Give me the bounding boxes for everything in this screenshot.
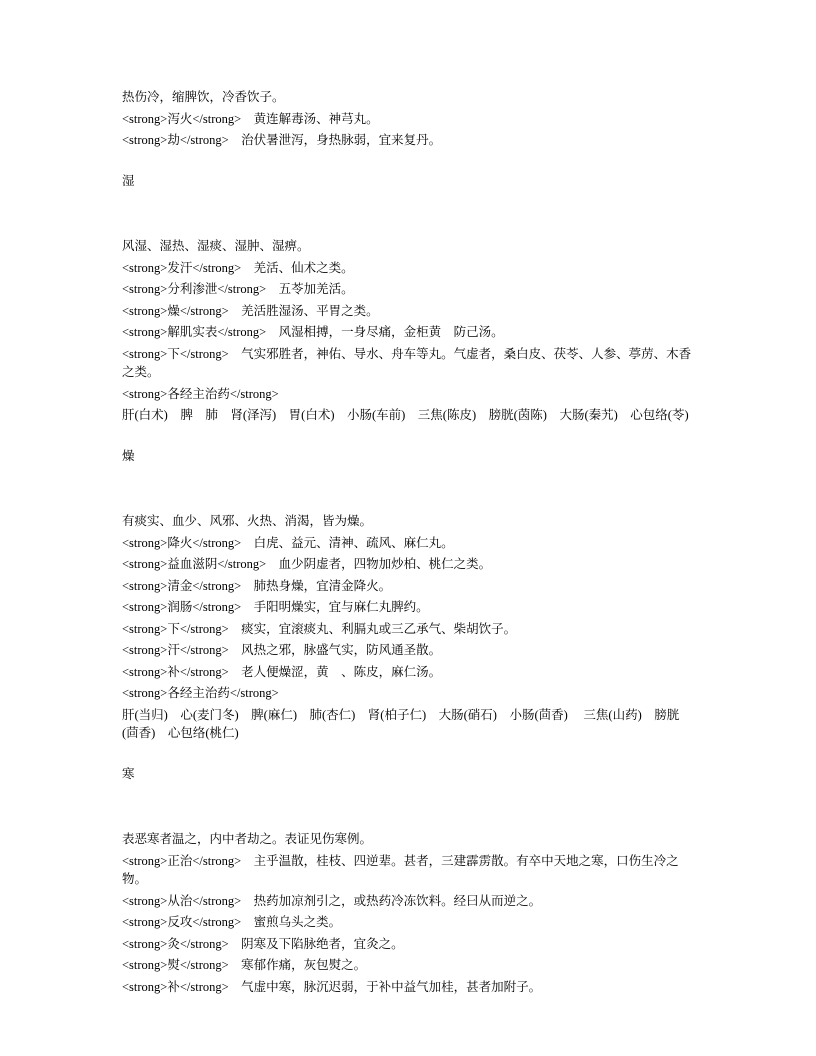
text-paragraph: 有痰实、血少、风邪、火热、消渴，皆为燥。 [122, 514, 373, 528]
text-paragraph: <strong>润肠</strong> 手阳明燥实，宜与麻仁丸脾约。 [122, 600, 429, 614]
text-paragraph: <strong>正治</strong> 主乎温散，桂枝、四逆辈。甚者，三建霹雳散。有卒中天地之寒，口伤生冷之物。 [122, 853, 679, 886]
text-paragraph: <strong>熨</strong> 寒郁作痛，灰包熨之。 [122, 958, 367, 972]
text-paragraph: <strong>泻火</strong> 黄连解毒汤、神芎丸。 [122, 111, 379, 126]
text-paragraph: <strong>从治</strong> 热药加凉剂引之，或热药冷冻饮料。经曰从而逆之。 [122, 893, 542, 908]
text-paragraph: <strong>各经主治药</strong> [122, 386, 279, 401]
text-paragraph: <strong>益血滋阴</strong> 血少阴虚者，四物加炒柏、桃仁之类。 [122, 557, 492, 571]
text-paragraph: 表恶寒者温之，内中者劫之。表证见伤寒例。 [122, 832, 373, 846]
text-paragraph: <strong>降火</strong> 白虎、益元、清神、疏风、麻仁丸。 [122, 535, 454, 550]
text-paragraph: <strong>补</strong> 老人便燥涩，黄 、陈皮，麻仁汤。 [122, 664, 442, 679]
text-paragraph: <strong>发汗</strong> 羌活、仙术之类。 [122, 260, 354, 275]
text-paragraph: <strong>解肌实表</strong> 风湿相搏，一身尽痛，金柜黄 防己汤。 [122, 325, 504, 339]
text-paragraph: <strong>汗</strong> 风热之邪，脉盛气实，防风通圣散。 [122, 643, 442, 657]
text-paragraph: 热伤冷，缩脾饮，冷香饮子。 [122, 90, 285, 104]
document-body [122, 88, 694, 996]
text-paragraph: <strong>分利渗泄</strong> 五苓加羌活。 [122, 282, 354, 296]
text-paragraph: <strong>下</strong> 痰实，宜滚痰丸、利膈丸或三乙承气、柴胡饮子。 [122, 621, 517, 636]
text-paragraph: 风湿、湿热、湿痰、湿肿、湿痹。 [122, 239, 310, 253]
section-heading: 湿 [122, 173, 135, 188]
text-paragraph: <strong>灸</strong> 阴寒及下陷脉绝者，宜灸之。 [122, 936, 404, 951]
text-paragraph: <strong>补</strong> 气虚中寒，脉沉迟弱，于补中益气加桂，甚者加附子。 [122, 979, 542, 994]
text-paragraph: 肝(白术) 脾 肺 肾(泽泻) 胃(白术) 小肠(车前) 三焦(陈皮) 膀胱(茵陈) 大肠(秦艽) 心包络(苓) [122, 408, 689, 422]
section-heading: 寒 [122, 766, 135, 781]
text-paragraph: <strong>反攻</strong> 蜜煎乌头之类。 [122, 915, 342, 929]
text-paragraph: <strong>清金</strong> 肺热身燥，宜清金降火。 [122, 578, 392, 593]
section-heading: 燥 [122, 448, 135, 463]
text-paragraph: 肝(当归) 心(麦门冬) 脾(麻仁) 肺(杏仁) 肾(柏子仁) 大肠(硝石) 小肠(茴香) 三焦(山药) 膀胱(茴香) 心包络(桃仁) [122, 707, 680, 740]
text-paragraph: <strong>各经主治药</strong> [122, 686, 279, 700]
text-paragraph: <strong>下</strong> 气实邪胜者，神佑、导水、舟车等丸。气虚者，桑白皮、茯苓、人参、葶苈、木香之类。 [122, 346, 692, 379]
text-paragraph: <strong>燥</strong> 羌活胜湿汤、平胃之类。 [122, 303, 379, 318]
text-paragraph: <strong>劫</strong> 治伏暑泄泻，身热脉弱，宜来复丹。 [122, 133, 442, 147]
